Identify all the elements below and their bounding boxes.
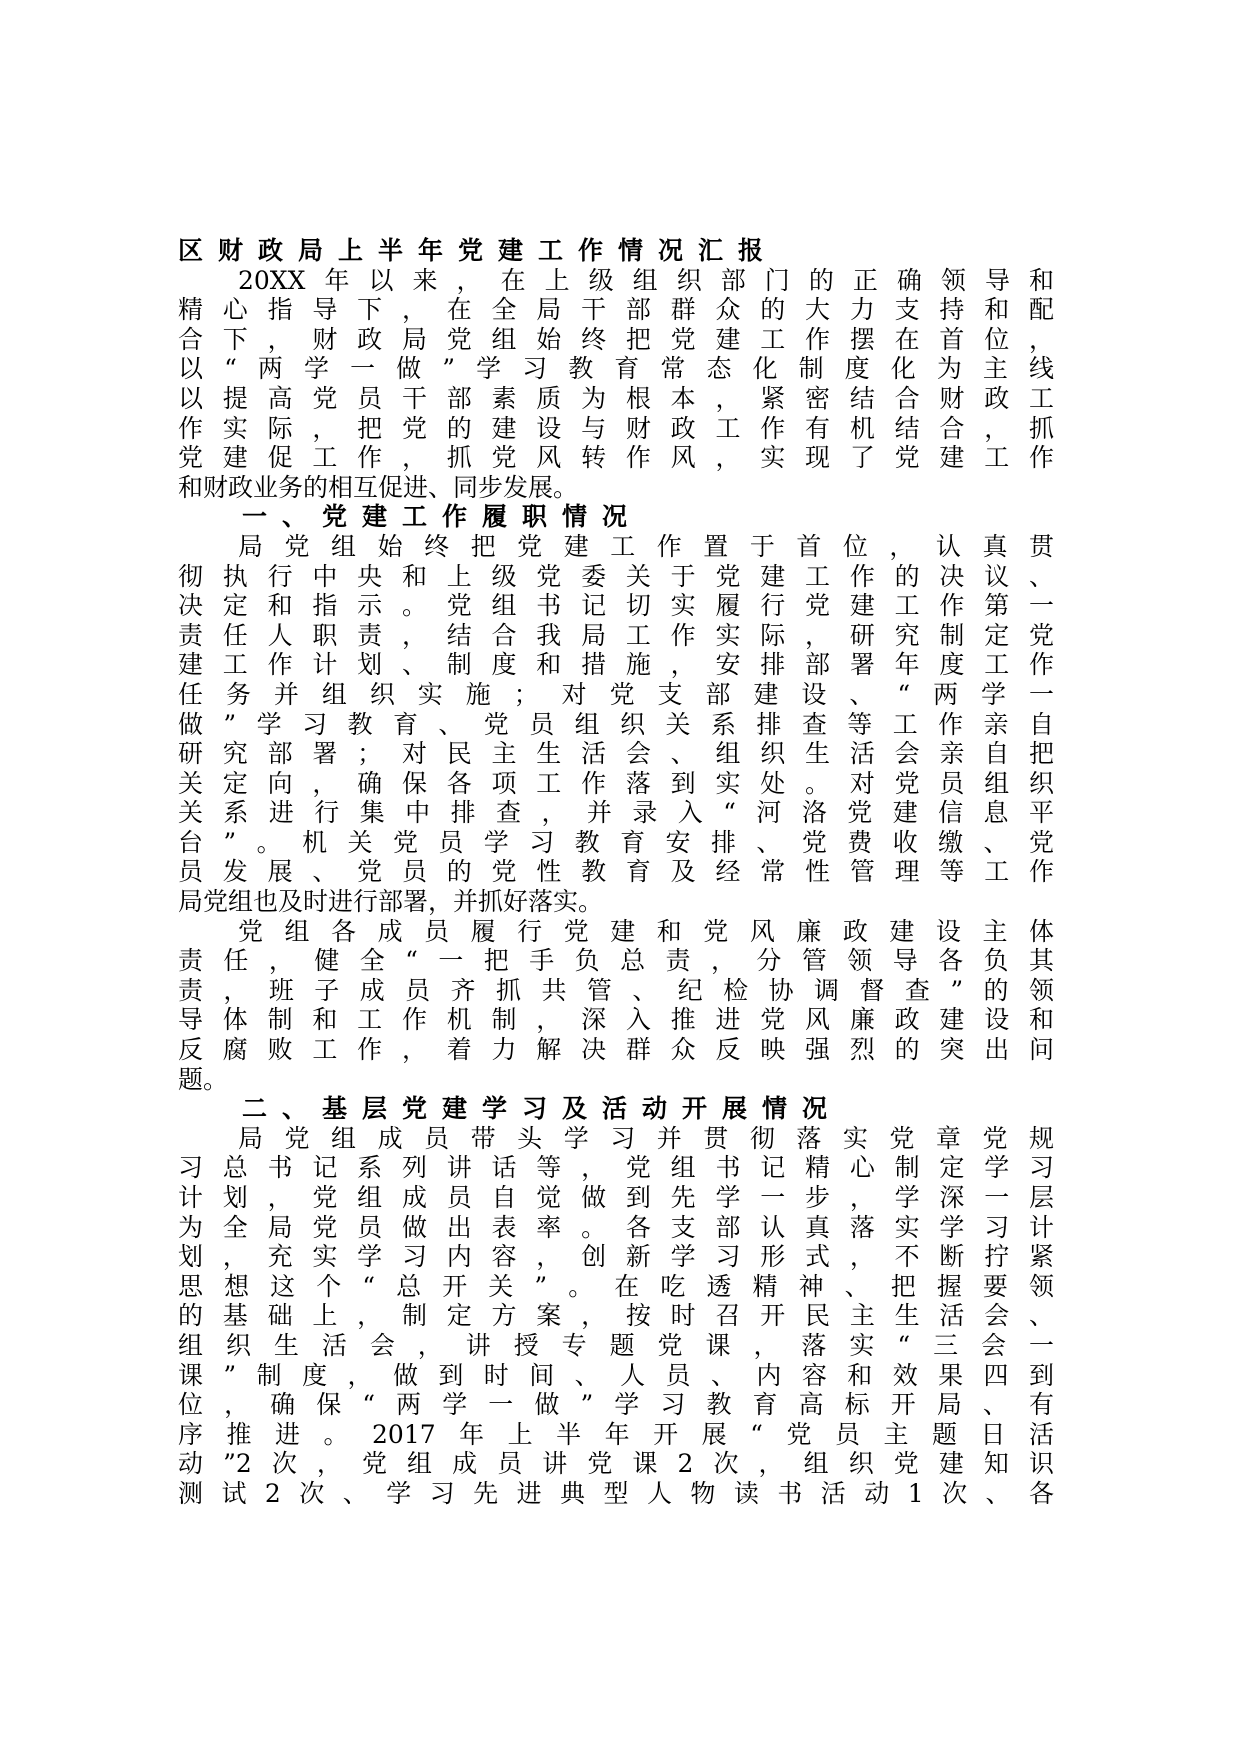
paragraph-line: 课”制度，做到时间、人员、内容和效果四到 (178, 1360, 1054, 1390)
paragraph-line: 作实际，把党的建设与财政工作有机结合，抓 (178, 413, 1054, 443)
paragraph-line: 20XX年以来，在上级组织部门的正确领导和 (238, 265, 1054, 295)
paragraph-line: 和财政业务的相互促进、同步发展。 (178, 472, 579, 502)
paragraph-line: 组织生活会，讲授专题党课，落实“三会一 (178, 1330, 1054, 1360)
paragraph-line: 为全局党员做出表率。各支部认真落实学习计 (178, 1212, 1054, 1242)
paragraph-line: 划，充实学习内容，创新学习形式，不断拧紧 (178, 1242, 1054, 1272)
paragraph-line: 彻执行中央和上级党委关于党建工作的决议、 (178, 561, 1054, 591)
paragraph-line: 思想这个“总开关”。在吃透精神、把握要领 (178, 1271, 1054, 1301)
paragraph-line: 局党组成员带头学习并贯彻落实党章党规 (238, 1123, 1054, 1153)
paragraph-line: 任务并组织实施；对党支部建设、“两学一 (178, 679, 1054, 709)
paragraph-line: 精心指导下，在全局干部群众的大力支持和配 (178, 295, 1054, 325)
intro-paragraph (178, 266, 1054, 503)
paragraph-line: 党组各成员履行党建和党风廉政建设主体 (238, 916, 1054, 946)
paragraph-line: 员发展、党员的党性教育及经常性管理等工作 (178, 857, 1054, 887)
section-heading-1: 一、党建工作履职情况 (242, 502, 643, 532)
paragraph-line: 局党组始终把党建工作置于首位，认真贯 (238, 531, 1054, 561)
document-title: 区财政局上半年党建工作情况汇报 (178, 236, 779, 265)
document-page (178, 236, 1054, 1536)
paragraph-line: 习总书记系列讲话等，党组书记精心制定学习 (178, 1153, 1054, 1183)
paragraph-line: 关系进行集中排查，并录入“河洛党建信息平 (178, 798, 1054, 828)
paragraph-line: 序推进。2017年上半年开展“党员主题日活 (178, 1419, 1054, 1449)
section-heading-2: 二、基层党建学习及活动开展情况 (242, 1094, 843, 1124)
paragraph-line: 动”2次，党组成员讲党课2次，组织党建知识 (178, 1449, 1054, 1479)
paragraph-line: 关定向，确保各项工作落到实处。对党员组织 (178, 768, 1054, 798)
paragraph-line: 位，确保“两学一做”学习教育高标开局、有 (178, 1390, 1054, 1420)
paragraph-line: 建工作计划、制度和措施，安排部署年度工作 (178, 650, 1054, 680)
paragraph-line: 反腐败工作，着力解决群众反映强烈的突出问 (178, 1035, 1054, 1065)
paragraph-line: 以提高党员干部素质为根本，紧密结合财政工 (178, 383, 1054, 413)
section1-paragraph-1 (178, 532, 1054, 917)
paragraph-line: 研究部署；对民主生活会、组织生活会亲自把 (178, 739, 1054, 769)
paragraph-line: 责任人职责，结合我局工作实际，研究制定党 (178, 620, 1054, 650)
paragraph-line: 测试2次、学习先进典型人物读书活动1次、各 (178, 1478, 1054, 1508)
section2-paragraph-1 (178, 1124, 1054, 1509)
paragraph-line: 做”学习教育、党员组织关系排查等工作亲自 (178, 709, 1054, 739)
paragraph-line: 台”。机关党员学习教育安排、党费收缴、党 (178, 827, 1054, 857)
paragraph-line: 以“两学一做”学习教育常态化制度化为主线 (178, 354, 1054, 384)
paragraph-line: 合下，财政局党组始终把党建工作摆在首位， (178, 324, 1054, 354)
paragraph-line: 责，班子成员齐抓共管、纪检协调督查”的领 (178, 975, 1054, 1005)
paragraph-line: 计划，党组成员自觉做到先学一步，学深一层 (178, 1183, 1054, 1212)
paragraph-line: 党建促工作，抓党风转作风，实现了党建工作 (178, 443, 1054, 473)
paragraph-line: 的基础上，制定方案，按时召开民主生活会、 (178, 1301, 1054, 1331)
paragraph-line: 决定和指示。党组书记切实履行党建工作第一 (178, 591, 1054, 621)
section1-paragraph-2 (178, 917, 1054, 1095)
paragraph-line: 局党组也及时进行部署，并抓好落实。 (178, 887, 604, 917)
paragraph-line: 题。 (178, 1064, 229, 1094)
paragraph-line: 导体制和工作机制，深入推进党风廉政建设和 (178, 1005, 1054, 1035)
paragraph-line: 责任，健全“一把手负总责，分管领导各负其 (178, 946, 1054, 976)
